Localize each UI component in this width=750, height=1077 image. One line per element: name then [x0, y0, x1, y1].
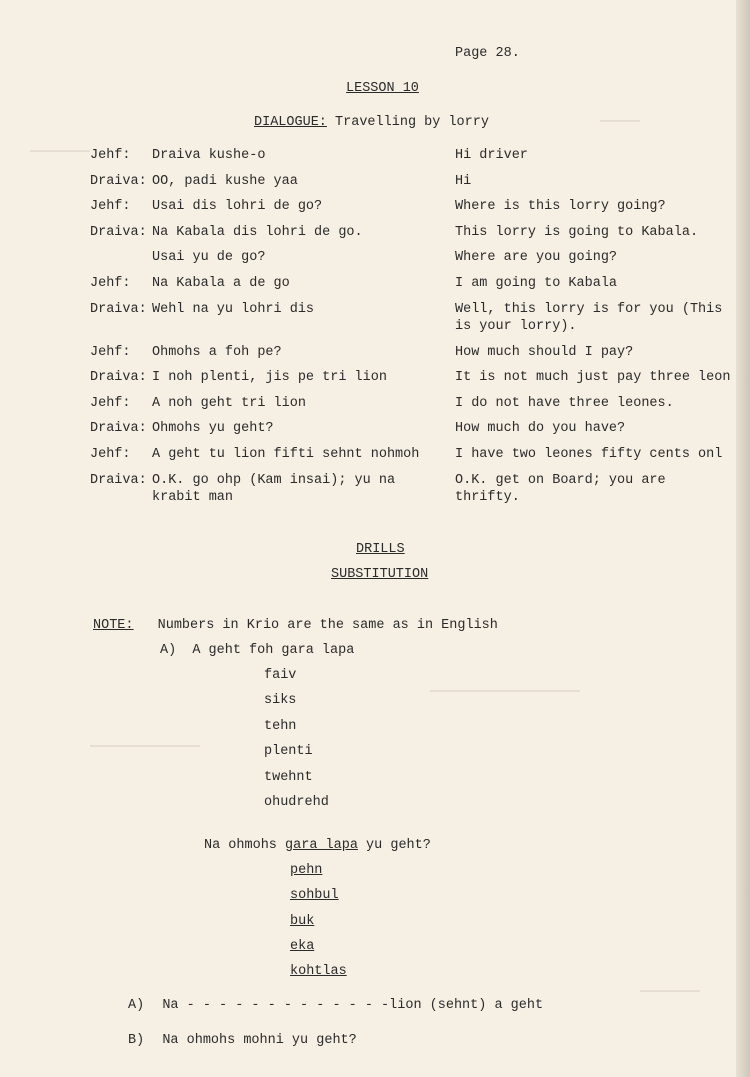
exercise-b-text: Na ohmohs mohni yu geht? [162, 1033, 357, 1048]
english-text: Where are you going? [455, 250, 618, 265]
english-text-continued: is your lorry). [455, 319, 577, 334]
dialogue-subtitle: Travelling by lorry [335, 115, 489, 130]
krio-text: OO, padi kushe yaa [152, 174, 298, 189]
krio-text: Na Kabala dis lohri de go. [152, 225, 363, 240]
substitution-word: buk [290, 914, 315, 929]
english-text: Well, this lorry is for you (This [455, 302, 723, 317]
bleed-through-mark [90, 745, 200, 747]
dialogue-line [90, 345, 740, 367]
drill-a [160, 643, 354, 658]
english-text: Hi driver [455, 148, 528, 163]
krio-text: Usai yu de go? [152, 250, 266, 265]
dialogue-line [90, 276, 740, 298]
krio-text-continued: krabit man [152, 490, 234, 505]
bleed-through-mark [600, 120, 640, 122]
note [93, 618, 498, 633]
english-text: It is not much just pay three leon [455, 370, 731, 385]
speaker: Jehf: [90, 396, 131, 411]
substitution-word: kohtlas [290, 964, 347, 979]
bleed-through-mark [640, 990, 700, 992]
krio-text: A noh geht tri lion [152, 396, 306, 411]
exercise-a-text: Na - - - - - - - - - - - - -lion (sehnt) a geht [162, 998, 544, 1013]
substitution-heading: SUBSTITUTION [331, 567, 429, 582]
dialogue-line [90, 250, 740, 272]
english-text: This lorry is going to Kabala. [455, 225, 699, 240]
number-word: twehnt [264, 770, 313, 785]
english-text-continued: thrifty. [455, 490, 520, 505]
dialogue-line [90, 447, 740, 469]
dialogue-line [90, 225, 740, 247]
dialogue-line [90, 302, 740, 342]
krio-text: A geht tu lion fifti sehnt nohmoh [152, 447, 420, 462]
krio-text: Wehl na yu lohri dis [152, 302, 315, 317]
substitution-word: eka [290, 939, 315, 954]
substitution-word: sohbul [290, 888, 339, 903]
english-text: Hi [455, 174, 472, 189]
dialogue-line [90, 174, 740, 196]
dialogue-line [90, 148, 740, 170]
english-text: I am going to Kabala [455, 276, 618, 291]
krio-text: Ohmohs yu geht? [152, 421, 274, 436]
krio-text: O.K. go ohp (Kam insai); yu na [152, 473, 396, 488]
question-underlined: gara lapa [285, 838, 358, 853]
speaker: Draiva: [90, 302, 147, 317]
number-word: ohudrehd [264, 795, 329, 810]
dialogue-heading: DIALOGUE: [254, 115, 327, 130]
number-word: faiv [264, 668, 297, 683]
substitution-word: pehn [290, 863, 323, 878]
note-label: NOTE: [93, 618, 134, 633]
dialogue-line [90, 396, 740, 418]
english-text: Where is this lorry going? [455, 199, 666, 214]
lesson-title: LESSON 10 [346, 81, 419, 96]
speaker: Draiva: [90, 370, 147, 385]
number-word: plenti [264, 744, 313, 759]
drill-a-sentence: A geht foh gara lapa [192, 643, 355, 658]
drill-question [204, 838, 431, 853]
dialogue-line [90, 421, 740, 443]
speaker: Jehf: [90, 345, 131, 360]
drill-a-label: A) [160, 643, 177, 658]
question-start: Na ohmohs [204, 838, 286, 853]
speaker: Jehf: [90, 148, 131, 163]
krio-text: Usai dis lohri de go? [152, 199, 323, 214]
note-text: Numbers in Krio are the same as in English [157, 618, 498, 633]
krio-text: Draiva kushe-o [152, 148, 266, 163]
speaker: Draiva: [90, 174, 147, 189]
drills-heading: DRILLS [356, 542, 405, 557]
bleed-through-mark [430, 690, 580, 692]
speaker: Draiva: [90, 421, 147, 436]
speaker: Draiva: [90, 473, 147, 488]
exercise-b [128, 1033, 357, 1048]
number-word: siks [264, 693, 297, 708]
exercise-a-label: A) [128, 998, 145, 1013]
exercise-b-label: B) [128, 1033, 145, 1048]
english-text: I do not have three leones. [455, 396, 674, 411]
question-end: yu geht? [357, 838, 431, 853]
english-text: How much should I pay? [455, 345, 634, 360]
english-text: How much do you have? [455, 421, 626, 436]
dialogue-title [254, 115, 489, 130]
dialogue-line [90, 370, 740, 392]
krio-text: Na Kabala a de go [152, 276, 290, 291]
bleed-through-mark [30, 150, 90, 152]
speaker: Jehf: [90, 447, 131, 462]
exercise-a [128, 998, 543, 1013]
krio-text: Ohmohs a foh pe? [152, 345, 282, 360]
krio-text: I noh plenti, jis pe tri lion [152, 370, 387, 385]
number-word: tehn [264, 719, 297, 734]
speaker: Jehf: [90, 276, 131, 291]
speaker: Jehf: [90, 199, 131, 214]
speaker: Draiva: [90, 225, 147, 240]
dialogue-line [90, 199, 740, 221]
dialogue-line [90, 473, 740, 513]
page-number: Page 28. [455, 46, 520, 61]
english-text: O.K. get on Board; you are [455, 473, 666, 488]
english-text: I have two leones fifty cents onl [455, 447, 723, 462]
